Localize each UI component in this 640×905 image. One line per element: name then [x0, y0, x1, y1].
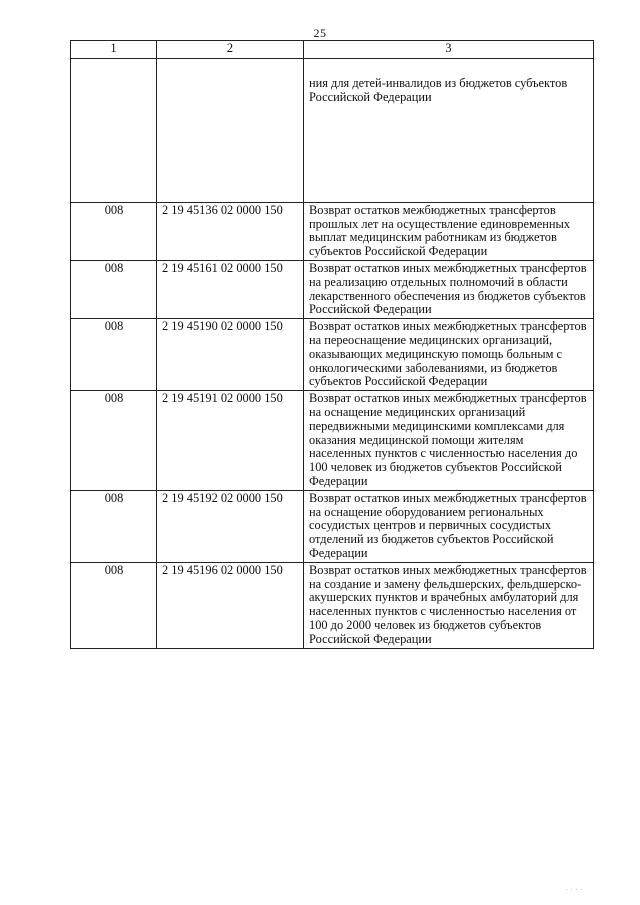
header-col-3: 3: [304, 41, 594, 59]
budget-classification-table: [70, 40, 594, 649]
table-header-row: [71, 41, 594, 59]
admin-code-cell: 008: [71, 562, 157, 648]
admin-code-cell: 008: [71, 319, 157, 391]
table-row: [71, 490, 594, 562]
table-row: [71, 319, 594, 391]
revenue-name-cell: Возврат остатков иных межбюджетных трансфертов на переоснащение медицинских организаций, оказывающих медицинскую помощь больным с онкологическими заболеваниями, из бюджетов субъектов Российской Федерации: [304, 319, 594, 391]
revenue-name-cell: Возврат остатков иных межбюджетных трансфертов на оснащение оборудованием региональных сосудистых центров и первичных сосудистых отделений из бюджетов субъектов Российской Федерации: [304, 490, 594, 562]
page-number: 25: [313, 26, 327, 40]
revenue-name-cell: Возврат остатков иных межбюджетных трансфертов на реализацию отдельных полномочий в области лекарственного обеспечения из бюджетов субъектов Российской Федерации: [304, 260, 594, 318]
kbk-code-cell: 2 19 45191 02 0000 150: [157, 391, 304, 491]
revenue-name-cell: Возврат остатков иных межбюджетных трансфертов на создание и замену фельдшерских, фельдшерско-акушерских пунктов и врачебных амбулаторий для населенных пунктов с численностью населения от 100 до 2000 человек из бюджетов субъектов Российской Федерации: [304, 562, 594, 648]
admin-code-cell: 008: [71, 260, 157, 318]
kbk-code-cell: 2 19 45190 02 0000 150: [157, 319, 304, 391]
table-row: [71, 260, 594, 318]
admin-code-cell: 008: [71, 490, 157, 562]
name-cell-continuation: ния для детей-инвалидов из бюджетов субъектов Российской Федерации: [304, 58, 594, 202]
kbk-code-cell: 2 19 45192 02 0000 150: [157, 490, 304, 562]
code-cell-empty: [71, 58, 157, 202]
table-row: [71, 202, 594, 260]
scan-corner-mark: . . . .: [566, 886, 584, 892]
table-row: [71, 391, 594, 491]
revenue-name-cell: Возврат остатков межбюджетных трансфертов прошлых лет на осуществление единовременных выплат медицинским работникам из бюджетов субъектов Российской Федерации: [304, 202, 594, 260]
table-row: [71, 562, 594, 648]
kbk-code-cell: 2 19 45161 02 0000 150: [157, 260, 304, 318]
admin-code-cell: 008: [71, 391, 157, 491]
kbk-code-cell: 2 19 45196 02 0000 150: [157, 562, 304, 648]
kbk-cell-empty: [157, 58, 304, 202]
kbk-code-cell: 2 19 45136 02 0000 150: [157, 202, 304, 260]
header-col-2: 2: [157, 41, 304, 59]
revenue-name-cell: Возврат остатков иных межбюджетных трансфертов на оснащение медицинских организаций передвижными медицинскими комплексами для оказания медицинской помощи жителям населенных пунктов с численностью населения до 100 человек из бюджетов субъектов Российской Федерации: [304, 391, 594, 491]
admin-code-cell: 008: [71, 202, 157, 260]
table-row-continuation: [71, 58, 594, 202]
header-col-1: 1: [71, 41, 157, 59]
